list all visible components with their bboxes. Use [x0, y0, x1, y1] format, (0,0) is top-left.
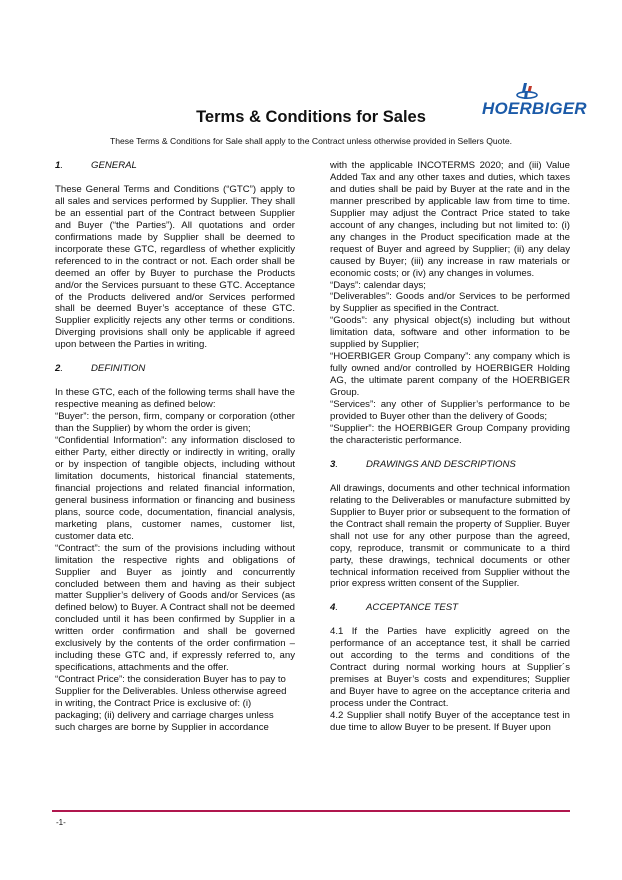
section-number: 4	[330, 602, 336, 614]
footer-divider	[52, 810, 570, 812]
left-column	[55, 160, 295, 734]
general-paragraph: These General Terms and Conditions (“GTC”) apply to all sales and services performed by Supplier. They shall be an essential part of the Contract between Supplier and Buyer (“the Parties”). All quotations and order confirmations made by Supplier shall be deemed to incorporate these GTC, regardless of whether explicitly referenced to in the contract or not. Each order shall be deemed an offer by Buyer to purchase the Products and/or the Services pursuant to these GTC. Acceptance of the Products delivered and/or Services performed shall be deemed Buyer’s acceptance of these GTC. Supplier explicitly rejects any other terms or conditions. Diverging provisions shall only be applicable if agreed upon between the Parties in writing.	[55, 183, 295, 351]
page-number: -1-	[56, 818, 66, 827]
definition-intro: In these GTC, each of the following terms shall have the respective meaning as defined below:	[55, 387, 295, 411]
section-heading-drawings: 3. DRAWINGS AND DESCRIPTIONS	[330, 458, 516, 470]
contract-price-continued: with the applicable INCOTERMS 2020; and (iii) Value Added Tax and any other taxes and duties, which taxes and duties shall be paid by Buyer at the rate and in the manner prescribed by applicable law from time to time. Supplier may adjust the Contract Price stated to take account of any changes, including but not limited to: (i) any changes in the Product specification made at the request of Buyer and agreed by Supplier; (ii) any delay caused by Buyer; (iii) any increase in raw materials or economic costs; or (iv) any changes in volumes.	[330, 160, 570, 279]
page-title: Terms & Conditions for Sales	[196, 108, 426, 126]
section-heading-acceptance-test: 4. ACCEPTANCE TEST	[330, 602, 459, 614]
document-subtitle: These Terms & Conditions for Sale shall apply to the Contract unless otherwise provided in Sellers Quote.	[109, 136, 513, 146]
section-number: 1	[55, 160, 61, 171]
definition-supplier: “Supplier”: the HOERBIGER Group Company providing the characteristic performance.	[330, 422, 570, 446]
section-title: DEFINITION	[91, 363, 146, 375]
definition-contract: “Contract”: the sum of the provisions including without limitation the respective rights and obligations of Supplier and Buyer as jointly and concurrently concluded between them and having as their subject matter Supplier’s delivery of Goods and/or Services (as defined below) to Buyer. A Contract shall not be deemed concluded until it has been confirmed by Supplier in a written order confirmation and shall be governed exclusively by the contents of the order confirmation – including these GTC and, if expressly referred to, any specifications, attachments and the offer.	[55, 542, 295, 674]
section-title: ACCEPTANCE TEST	[366, 602, 459, 614]
definition-services: “Services”: any other of Supplier’s performance to be provided to Buyer other than the delivery of Goods;	[330, 399, 570, 423]
definition-group-company: “HOERBIGER Group Company”: any company which is fully owned and/or controlled by HOERBIGER Holding AG, the ultimate parent company of the HOERBIGER Group.	[330, 351, 570, 399]
right-column	[330, 160, 570, 734]
drawings-paragraph: All drawings, documents and other technical information relating to the Deliverables or manufacture submitted by Supplier to Buyer prior or subsequent to the formation of the Contract shall remain the property of Supplier. Buyer shall not use for any other purpose than the agreed, copy, reproduce, transmit or communicate to a third party, these drawings, technical documents or other technical information received from Supplier without the prior express written consent of the Supplier.	[330, 482, 570, 590]
section-title: GENERAL	[91, 160, 137, 171]
company-logo	[478, 82, 588, 126]
logo-text: HOERBIGER	[482, 99, 587, 118]
definition-deliverables: “Deliverables”: Goods and/or Services to be performed by Supplier as specified in the Contract.	[330, 291, 570, 315]
definition-buyer: “Buyer”: the person, firm, company or corporation (other than the Supplier) by whom the order is given;	[55, 411, 295, 435]
section-title: DRAWINGS AND DESCRIPTIONS	[366, 458, 516, 470]
definition-confidential-information: “Confidential Information”: any information disclosed to either Party, either directly or indirectly in writing, orally or by inspection of tangible objects, including without limitation documents, historical financial statements, financial projections and related financial information, general business information or financing and business plans, source code, documentation, financial analysis, marketing plans, customer names, customer list, customer data etc.	[55, 435, 295, 542]
section-number: 3	[330, 458, 336, 470]
section-heading-definition: 2. DEFINITION	[55, 363, 146, 375]
section-number: 2	[55, 363, 61, 375]
definition-days: “Days”: calendar days;	[330, 279, 426, 291]
acceptance-test-clause-4-1: 4.1 If the Parties have explicitly agreed on the performance of an acceptance test, it shall be carried out according to the terms and conditions of the Contract during normal working hours at Supplier´s premises at Buyer’s costs and expenditures; Supplier and Buyer have to agree on the acceptance criteria and process under the Contract.	[330, 626, 570, 710]
definition-contract-price: “Contract Price”: the consideration Buyer has to pay to Supplier for the Deliverables. Unless otherwise agreed in writing, the Contract Price is exclusive of: (i) packaging; (ii) delivery and carriage charges unless such charges are borne by Supplier in accordance	[55, 674, 287, 733]
definition-goods: “Goods”: any physical object(s) including but without limitation data, software and other information to be supplied by Supplier;	[330, 315, 570, 351]
section-heading-general: 1. GENERAL	[55, 160, 137, 171]
acceptance-test-clause-4-2: 4.2 Supplier shall notify Buyer of the acceptance test in due time to allow Buyer to be present. If Buyer upon	[330, 710, 570, 733]
